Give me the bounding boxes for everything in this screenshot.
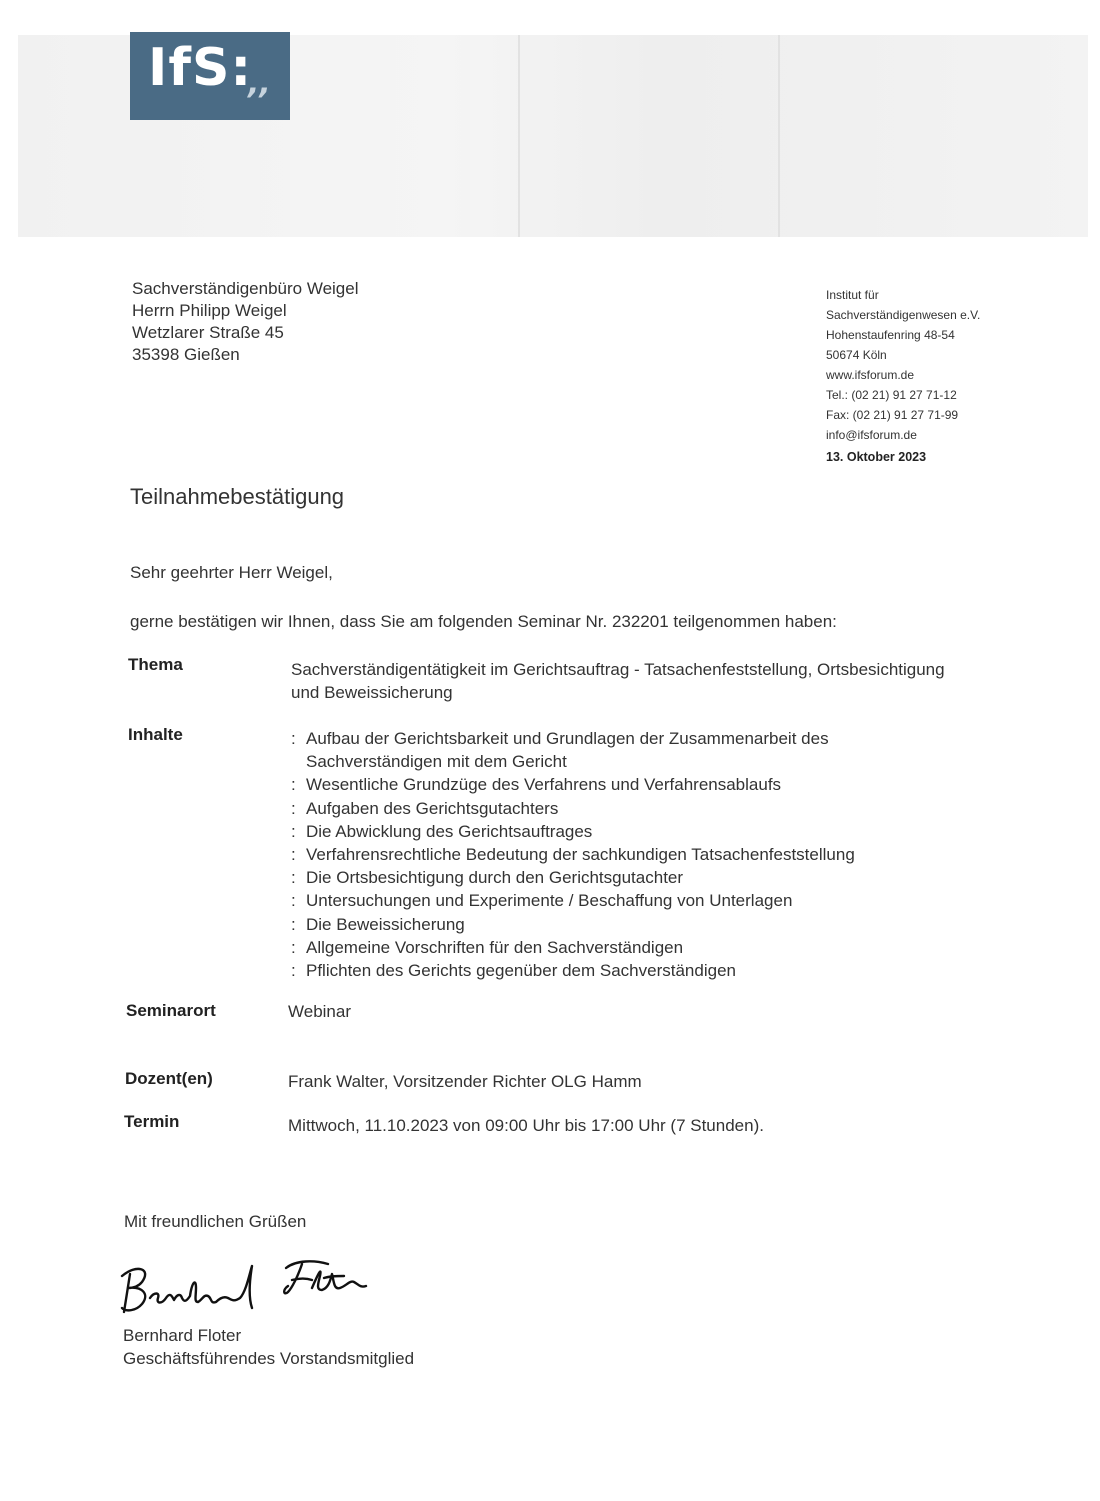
letter-date: 13. Oktober 2023 bbox=[826, 450, 927, 464]
handwritten-signature bbox=[116, 1252, 376, 1322]
thema-value-line: und Beweissicherung bbox=[291, 683, 453, 702]
list-item: : Untersuchungen und Experimente / Beschaffung von Unterlagen bbox=[289, 889, 855, 912]
list-item: : Aufbau der Gerichtsbarkeit und Grundlagen der Zusammenarbeit des bbox=[289, 727, 855, 750]
list-item: : Verfahrensrechtliche Bedeutung der sachkundigen Tatsachenfeststellung bbox=[289, 843, 855, 866]
thema-value-line: Sachverständigentätigkeit im Gerichtsauftrag - Tatsachenfeststellung, Ortsbesichtigung bbox=[291, 660, 945, 679]
intro-text: gerne bestätigen wir Ihnen, dass Sie am folgenden Seminar Nr. 232201 teilgenommen haben: bbox=[130, 612, 837, 631]
seminarort-value: Webinar bbox=[288, 1002, 351, 1021]
sender-website: www.ifsforum.de bbox=[826, 368, 915, 382]
sender-line: Hohenstaufenring 48-54 bbox=[826, 328, 955, 342]
recipient-line: Wetzlarer Straße 45 bbox=[132, 323, 284, 342]
thema-value bbox=[291, 658, 945, 704]
list-item: : Allgemeine Vorschriften für den Sachverständigen bbox=[289, 936, 855, 959]
dozenten-label: Dozent(en) bbox=[125, 1069, 213, 1088]
thema-label: Thema bbox=[128, 655, 183, 674]
inhalte-label: Inhalte bbox=[128, 725, 183, 744]
sender-email: info@ifsforum.de bbox=[826, 428, 917, 442]
salutation: Sehr geehrter Herr Weigel, bbox=[130, 563, 333, 582]
signer-block bbox=[123, 1324, 414, 1370]
seminarort-label: Seminarort bbox=[126, 1001, 216, 1020]
recipient-line: Sachverständigenbüro Weigel bbox=[132, 279, 359, 298]
list-item: : Die Beweissicherung bbox=[289, 913, 855, 936]
dozenten-value: Frank Walter, Vorsitzender Richter OLG Hamm bbox=[288, 1072, 642, 1091]
recipient-line: Herrn Philipp Weigel bbox=[132, 301, 287, 320]
recipient-address bbox=[132, 278, 359, 366]
logo-text: IfS: bbox=[148, 38, 253, 98]
sender-line: Sachverständigenwesen e.V. bbox=[826, 308, 981, 322]
ifs-logo bbox=[130, 32, 290, 120]
termin-label: Termin bbox=[124, 1112, 180, 1131]
list-item: : Pflichten des Gerichts gegenüber dem Sachverständigen bbox=[289, 959, 855, 982]
signer-name: Bernhard Floter bbox=[123, 1326, 242, 1345]
sender-address bbox=[826, 285, 980, 467]
document-title: Teilnahmebestätigung bbox=[130, 484, 345, 509]
signer-role: Geschäftsführendes Vorstandsmitglied bbox=[123, 1349, 415, 1368]
signature-text: Bernhard Floter bbox=[116, 1321, 123, 1322]
list-item: : Wesentliche Grundzüge des Verfahrens und Verfahrensablaufs bbox=[289, 773, 855, 796]
termin-value: Mittwoch, 11.10.2023 von 09:00 Uhr bis 17:00 Uhr (7 Stunden). bbox=[288, 1116, 764, 1135]
list-item: : Die Ortsbesichtigung durch den Gerichtsgutachter bbox=[289, 866, 855, 889]
closing-greeting: Mit freundlichen Grüßen bbox=[124, 1212, 307, 1231]
sender-fax: Fax: (02 21) 91 27 71-99 bbox=[826, 408, 959, 422]
sender-line: Institut für bbox=[826, 288, 879, 302]
inhalte-list bbox=[289, 727, 855, 982]
logo-mark: ,, bbox=[248, 66, 271, 101]
sender-line: 50674 Köln bbox=[826, 348, 887, 362]
scan-artifact-line bbox=[518, 35, 520, 237]
sender-phone: Tel.: (02 21) 91 27 71-12 bbox=[826, 388, 957, 402]
list-item: : Aufgaben des Gerichtsgutachters bbox=[289, 797, 855, 820]
recipient-line: 35398 Gießen bbox=[132, 345, 240, 364]
list-item: : Die Abwicklung des Gerichtsauftrages bbox=[289, 820, 855, 843]
list-item-continuation: Sachverständigen mit dem Gericht bbox=[306, 752, 567, 772]
scan-artifact-line bbox=[778, 35, 780, 237]
